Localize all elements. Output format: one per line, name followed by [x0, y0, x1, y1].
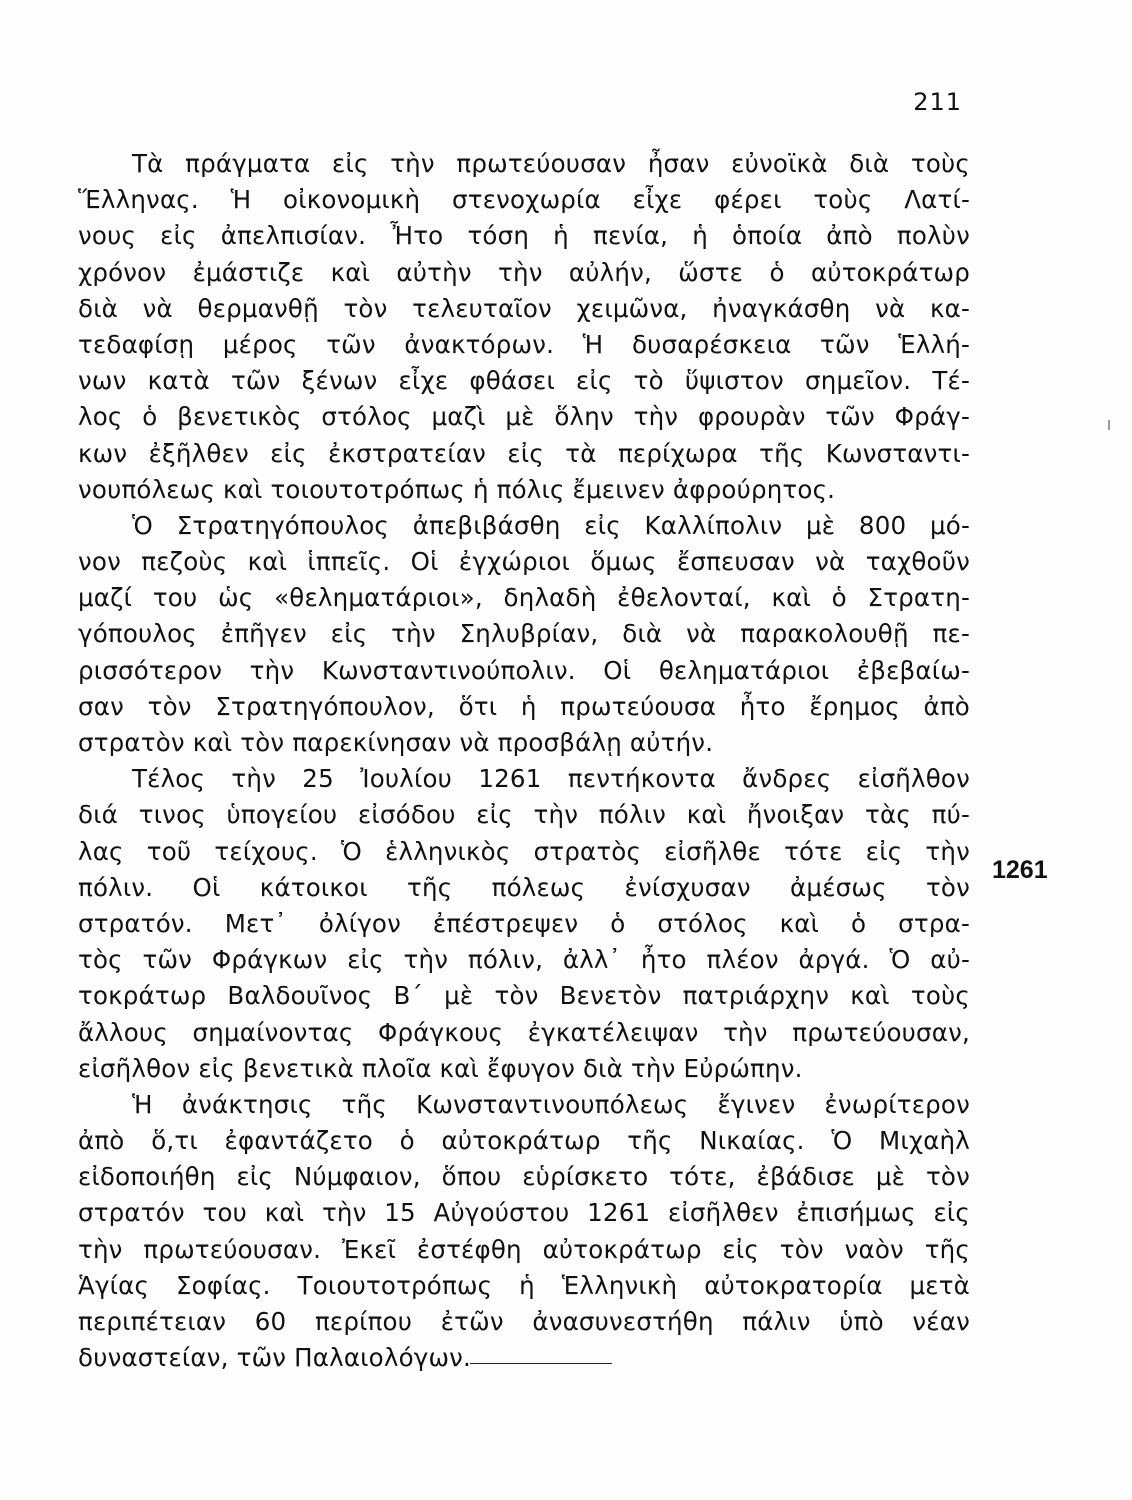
text-line: ἀπὸ ὅ,τι ἐφαντάζετο ὁ αὐτοκράτωρ τῆς Νικαίας. Ὁ Μιχαὴλ [78, 1126, 970, 1156]
text-line: στρατόν. Μετ᾿ ὀλίγον ἐπέστρεψεν ὁ στόλος καὶ ὁ στρα- [78, 908, 970, 938]
text-line: τεδαφίσῃ μέρος τῶν ἀνακτόρων. Ἡ δυσαρέσκεια τῶν Ἑλλή- [78, 329, 970, 359]
text-line: τοκράτωρ Βαλδουῖνος Β´ μὲ τὸν Βενετὸν πατριάρχην καὶ τοὺς [78, 981, 970, 1011]
text-line: χρόνον ἐμάστιζε καὶ αὐτὴν τὴν αὐλήν, ὥστε ὁ αὐτοκράτωρ [78, 257, 970, 287]
text-line: νον πεζοὺς καὶ ἱππεῖς. Οἱ ἐγχώριοι ὅμως ἔσπευσαν νὰ ταχθοῦν [78, 547, 970, 577]
text-line: εἰδοποιήθη εἰς Νύμφαιον, ὅπου εὑρίσκετο τότε, ἐβάδισε μὲ τὸν [78, 1162, 970, 1192]
margin-year-note: 1261 [992, 856, 1048, 884]
text-line: τὴν πρωτεύουσαν. Ἐκεῖ ἐστέφθη αὐτοκράτωρ εἰς τὸν ναὸν τῆς [78, 1234, 970, 1264]
text-line: λας τοῦ τείχους. Ὁ ἑλληνικὸς στρατὸς εἰσῆλθε τότε εἰς τὴν [78, 836, 970, 866]
end-rule [470, 1363, 612, 1364]
text-line: λος ὁ βενετικὸς στόλος μαζὶ μὲ ὅλην τὴν φρουρὰν τῶν Φράγ- [78, 402, 970, 432]
text-line: νουπόλεως καὶ τοιουτοτρόπως ἡ πόλις ἔμεινεν ἀφρούρητος. [78, 474, 836, 504]
text-line: Ἁγίας Σοφίας. Τοιουτοτρόπως ἡ Ἑλληνικὴ αὐτοκρατορία μετὰ [78, 1270, 970, 1300]
text-line: νους εἰς ἀπελπισίαν. Ἦτο τόση ἡ πενία, ἡ ὁποία ἀπὸ πολὺν [78, 221, 970, 251]
text-line: κων ἐξῆλθεν εἰς ἐκστρατείαν εἰς τὰ περίχωρα τῆς Κωνσταντι- [78, 438, 970, 468]
text-line: περιπέτειαν 60 περίπου ἐτῶν ἀνασυνεστήθη πάλιν ὑπὸ νέαν [78, 1307, 970, 1336]
text-line: στρατὸν καὶ τὸν παρεκίνησαν νὰ προσβάλῃ αὐτήν. [78, 728, 714, 757]
paragraph [78, 761, 970, 1087]
text-line: Ἡ ἀνάκτησις τῆς Κωνσταντινουπόλεως ἔγινεν ἐνωρίτερον [132, 1089, 970, 1119]
scan-speck [1108, 420, 1110, 430]
text-line: γόπουλος ἐπῆγεν εἰς τὴν Σηλυβρίαν, διὰ νὰ παρακολουθῇ πε- [78, 619, 970, 649]
text-line: Τὰ πράγματα εἰς τὴν πρωτεύουσαν ἦσαν εὐνοϊκὰ διὰ τοὺς [132, 149, 970, 178]
paragraph [78, 508, 970, 761]
text-line: πόλιν. Οἱ κάτοικοι τῆς πόλεως ἐνίσχυσαν ἀμέσως τὸν [78, 872, 970, 902]
text-line: διὰ νὰ θερμανθῇ τὸν τελευταῖον χειμῶνα, ἠναγκάσθη νὰ κα- [78, 293, 970, 323]
text-line: Τέλος τὴν 25 Ἰουλίου 1261 πεντήκοντα ἄνδρες εἰσῆλθον [132, 764, 970, 794]
page-number: 211 [913, 88, 962, 116]
text-line: Ὁ Στρατηγόπουλος ἀπεβιβάσθη εἰς Καλλίπολιν μὲ 800 μό- [132, 510, 970, 540]
paragraph [78, 1087, 970, 1377]
text-line: στρατόν του καὶ τὴν 15 Αὐγούστου 1261 εἰσῆλθεν ἐπισήμως εἰς [78, 1198, 970, 1228]
text-line: τὸς τῶν Φράγκων εἰς τὴν πόλιν, ἀλλ᾿ ἦτο πλέον ἀργά. Ὁ αὐ- [78, 945, 970, 975]
text-line: δυναστείαν, τῶν Παλαιολόγων. [78, 1343, 472, 1373]
text-line: σαν τὸν Στρατηγόπουλον, ὅτι ἡ πρωτεύουσα ἦτο ἔρημος ἀπὸ [78, 691, 970, 721]
text-line: ρισσότερον τὴν Κωνσταντινούπολιν. Οἱ θεληματάριοι ἐβεβαίω- [78, 655, 970, 685]
text-line: μαζί του ὡς «θεληματάριοι», δηλαδὴ ἐθελονταί, καὶ ὁ Στρατη- [78, 583, 970, 613]
text-line: ἄλλους σημαίνοντας Φράγκους ἐγκατέλειψαν τὴν πρωτεύουσαν, [78, 1017, 970, 1047]
text-line: διά τινος ὑπογείου εἰσόδου εἰς τὴν πόλιν καὶ ἤνοιξαν τὰς πύ- [78, 800, 970, 830]
text-line: εἰσῆλθον εἰς βενετικὰ πλοῖα καὶ ἔφυγον διὰ τὴν Εὐρώπην. [78, 1053, 803, 1083]
body-text [78, 146, 970, 1376]
paragraph [78, 146, 970, 508]
text-line: Ἕλληνας. Ἡ οἰκονομικὴ στενοχωρία εἶχε φέρει τοὺς Λατί- [78, 185, 970, 215]
text-line: νων κατὰ τῶν ξένων εἶχε φθάσει εἰς τὸ ὕψιστον σημεῖον. Τέ- [78, 366, 970, 396]
